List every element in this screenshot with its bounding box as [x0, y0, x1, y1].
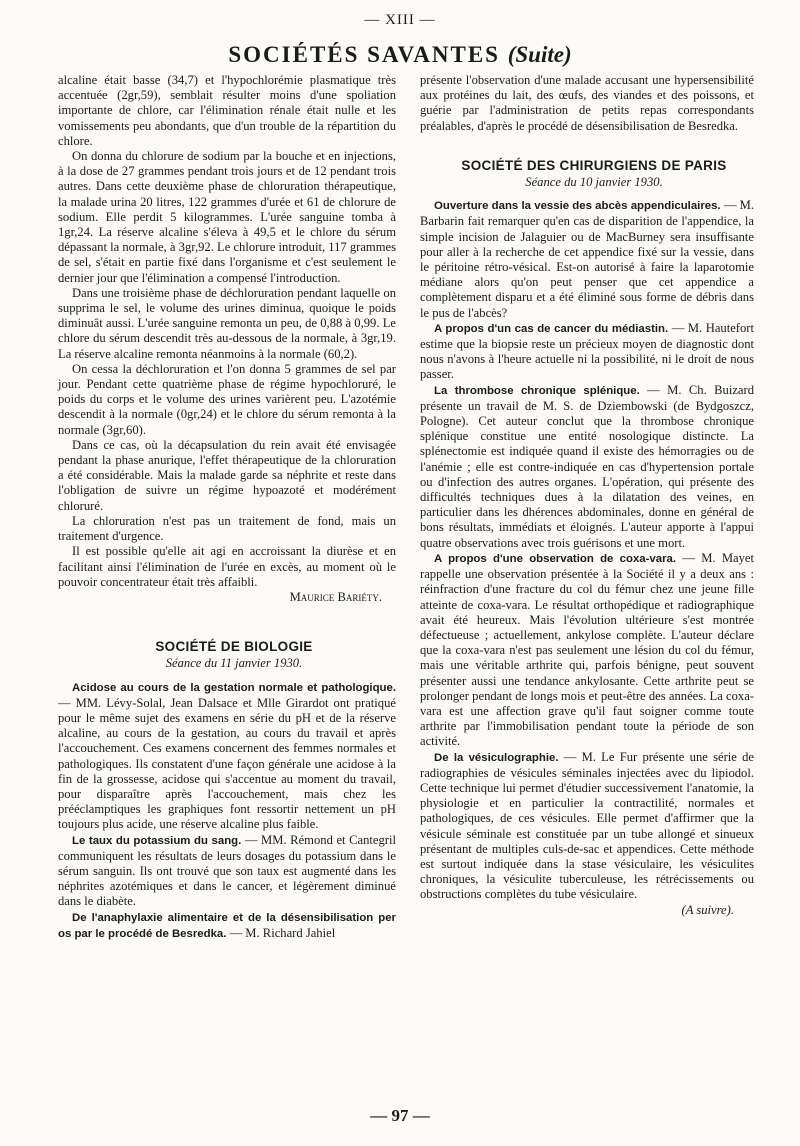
abstract-text: — M. Mayet rappelle une observation présentée à la Société il y a deux ans : réinfraction d'une fracture du col du fémur chez une jeune fille atteinte de coxa-vara. Le résultat orthopédique et radiographique avait été heureux. Mais l'évolution ultérieure s'est montrée défectueuse ; actuellement, ankylose complète. L'auteur déclare que la coxa-vara n'est pas seulement une lésion du col du fémur, mais une véritable arthrite qui, parfois bénigne, peut souvent présenter aussi une tendance ankylosante. Cette arthrite peut se prolonger pendant de longs mois et peut-être des années. La coxa-vara est une affection grave qu'il faut soigner comme toute arthrite par l'immobilisation pendant toute la période de son activité. [420, 550, 754, 749]
roman-page-number: — XIII — [364, 12, 436, 28]
paragraph: alcaline était basse (34,7) et l'hypochlorémie plasmatique très accentuée (2gr,59), semblait résulter moins d'une spoliation importante de chlore, car l'élimination rénale était nulle et les vomissements peu abondants, que d'un trouble de la répartition du chlore. [58, 73, 396, 148]
abstract-item [420, 321, 754, 383]
abstract-item [420, 198, 754, 321]
paragraph: Il est possible qu'elle ait agi en accroissant la diurèse et en facilitant ainsi l'élimination de l'urée en excès, au moment où le pouvoir concentrateur était très affaibli. [58, 544, 396, 589]
abstract-topic: De la vésiculographie. [434, 751, 559, 764]
session-date: Séance du 10 janvier 1930. [525, 175, 663, 190]
paragraph: On donna du chlorure de sodium par la bouche et en injections, à la dose de 27 grammes pendant trois jours et de 12 pendant trois autres. Dans cette deuxième phase de chloruration thérapeutique, la malade urina 20 litres, 122 grammes d'urée et 61 de chlorure de sodium. Elle perdit 5 kilogrammes. L'urée sanguine tomba à 1gr,24. La réserve alcaline s'éleva à 49,5 et le chlore du sérum dépassant la normale, à 3gr,92. Le chlorure introduit, 117 grammes de sel, s'était en partie fixé dans l'organisme et c'est seulement le dernier jour que l'élimination a compensé l'introduction. [58, 149, 396, 285]
abstract-topic: Le taux du potassium du sang. [72, 834, 242, 847]
abstract-topic: A propos d'un cas de cancer du médiastin. [434, 322, 669, 335]
abstract-item [420, 750, 754, 903]
paragraph: présente l'observation d'une malade accusant une hypersensibilité aux protéines du lait, des œufs, des viandes et des poissons, et guérie par l'administration de petits repas correspondants préalables, d'après le procédé de désensibilisation de Besredka. [420, 73, 754, 133]
abstract-item [58, 680, 396, 833]
abstract-topic: Ouverture dans la vessie des abcès appendiculaires. [434, 200, 721, 213]
abstract-text: — M. Le Fur présente une série de radiographies de vésicules séminales injectées avec du lipiodol. Cette technique lui permet d'étudier successivement l'anatomie, la physiologie et en particulier la contractilité, normales et pathologiques, de ces vésicules. Elle permet d'affirmer que la vésicule séminale est constituée par un tube allongé et sinueux présentant de multiples culs-de-sac et appendices. Cette méthode est surtout indiquée dans la stase vésiculaire, les vésiculites chroniques, la vésiculite tuberculeuse, les rétrécissements ou obstructions complètes du tube vésiculaire. [420, 749, 754, 902]
abstract-text: — MM. Lévy-Solal, Jean Dalsace et Mlle Girardot ont pratiqué pour le même sujet des examens en série du pH et de la réserve alcaline, au cours de la gestation, au cours du travail et après l'accouchement. Ces examens concernent des femmes normales et pathologiques. Ils constatent d'une façon générale une acidose à la fin de la grossesse, acidose qui s'accentue au moment du travail, pour disparaître après l'accouchement, mais chez les prééclamptiques les graphiques font ressortir nettement un pH toujours plus acide, une réserve alcaline plus faible. [58, 695, 396, 832]
continuation-note: (A suivre). [681, 902, 734, 917]
abstract-text: — M. Richard Jahiel [229, 925, 336, 940]
abstract-topic: A propos d'une observation de coxa-vara. [434, 552, 677, 565]
abstract-text: — M. Barbarin fait remarquer qu'en cas de disparition de l'appendice, la simple incision de Jalaguier ou de MacBurney sera insuffisante pour aller à la recherche de cet appendice fixé sur la vessie, dans le péritoine rétro-vésical. Est-on autorisé à faire la laparotomie médiane alors qu'on peut penser que cet appendice a complètement disparu et a été éliminé sous forme de débris dans le pus de l'abcès? [420, 198, 755, 320]
abstract-topic: Acidose au cours de la gestation normale et pathologique. [72, 681, 396, 694]
page-number: — 97 — [370, 1106, 430, 1125]
abstract-topic: De l'anaphylaxie alimentaire et de la désensibilisation per os par le procédé de Besredka. [58, 911, 396, 940]
abstract-item [58, 833, 396, 910]
running-head [0, 42, 800, 68]
paragraph: On cessa la déchloruration et l'on donna 5 grammes de sel par jour. Pendant cette quatrième phase de régime hypochloruré, le poids du corps et le volume des urines varièrent peu. L'azotémie descendit à la normale (0gr,24) et le chlore du sérum remonta à la normale (3gr,60). [58, 361, 396, 437]
abstract-item [420, 551, 754, 750]
abstract-text: — M. Ch. Buizard présente un travail de M. S. de Dziembowski (de Bydgoszcz, Pologne). Cet auteur conclut que la thrombose chronique splénique constitue une entité nosologique distincte. La splénectomie est indiquée quand il existe des hémorragies ou de l'anémie ; elle est contre-indiquée en cas d'hypertension portale ou d'infection des autres organes. L'opération, qui présente des difficultés techniques dues à la dilatation des veines, en particulier dans les dhérences abdominales, donne en général de bons résultats, immédiats et éloignés. L'auteur apporte à l'appui quatre observations avec trois guérisons et une mort. [420, 382, 754, 550]
section-heading-biologie: SOCIÉTÉ DE BIOLOGIE [155, 639, 313, 655]
running-head-title: SOCIÉTÉS SAVANTES [228, 42, 500, 67]
running-head-suffix: (Suite) [507, 42, 572, 67]
right-column [420, 73, 754, 918]
abstract-text: — M. Hautefort estime que la biopsie reste un précieux moyen de diagnostic dont nous n'avons à l'heure actuelle ni la possibilité, ni le droit de nous passer. [420, 320, 754, 382]
abstract-topic: La thrombose chronique splénique. [434, 384, 640, 397]
author-signature: Maurice Bariéty. [289, 589, 382, 604]
paragraph: La chloruration n'est pas un traitement de fond, mais un traitement d'urgence. [58, 513, 396, 544]
paragraph: Dans une troisième phase de déchloruration pendant laquelle on supprima le sel, le volume des urines diminua, quoique le poids diminuât aussi. L'urée sanguine remonta un peu, de 0,88 à 0,99. Le chlore du sérum descendit très au-dessous de la normale, à 3gr,19. La réserve alcaline remonta néanmoins à la normale (60,2). [58, 285, 396, 361]
abstract-item [420, 383, 754, 551]
session-date: Séance du 11 janvier 1930. [165, 656, 303, 671]
abstract-item [58, 910, 396, 942]
paragraph: Dans ce cas, où la décapsulation du rein avait été envisagée pendant la phase anurique, l'effet thérapeutique de la chloruration a été considérable. Mais la malade garde sa néphrite et reste dans l'obligation de suivre un régime hypoazoté et modérément chloruré. [58, 437, 396, 513]
section-heading-chirurgiens: SOCIÉTÉ DES CHIRURGIENS DE PARIS [461, 157, 727, 173]
abstract-text: — MM. Rémond et Cantegril communiquent les résultats de leurs dosages du potassium dans le sérum sanguin. Ils ont trouvé que son taux est augmenté dans les néphrites azotémiques et dans le cancer, et légèrement diminué dans le diabète. [58, 832, 396, 909]
left-column [58, 73, 396, 942]
